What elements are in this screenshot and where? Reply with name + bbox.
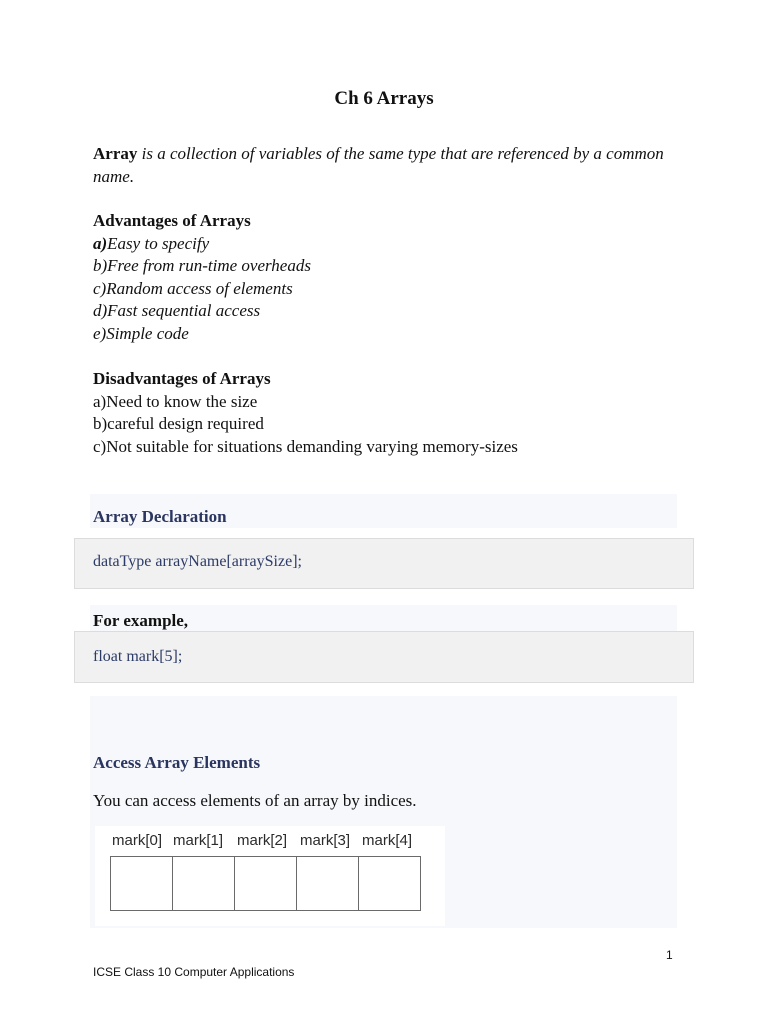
disadvantages-heading: Disadvantages of Arrays: [93, 369, 271, 388]
access-description: You can access elements of an array by indices.: [93, 791, 417, 810]
definition-term: Array: [93, 144, 138, 163]
array-cell: [110, 856, 173, 911]
array-cell: [172, 856, 235, 911]
advantages-section: [93, 210, 693, 346]
index-label: mark[3]: [300, 832, 351, 849]
page-footer: ICSE Class 10 Computer Applications: [93, 965, 295, 979]
array-index-diagram: [95, 826, 445, 926]
disadvantage-item: b)careful design required: [93, 414, 264, 434]
array-cell: [358, 856, 421, 911]
advantage-item-text: Easy to specify: [107, 233, 210, 253]
definition-text: is a collection of variables of the same type that are referenced by a common name.: [93, 144, 664, 186]
advantage-item: [93, 233, 693, 256]
index-label: mark[1]: [173, 832, 224, 849]
disadvantages-section: [93, 368, 693, 458]
declaration-code: dataType arrayName[arraySize];: [93, 553, 302, 570]
disadvantage-item: a)Need to know the size: [93, 391, 258, 411]
advantage-item-prefix: a): [93, 233, 108, 253]
array-definition: [93, 142, 683, 188]
array-cell: [234, 856, 297, 911]
example-label: For example,: [93, 611, 189, 630]
index-label: mark[0]: [112, 832, 163, 849]
page-title: Ch 6 Arrays: [334, 88, 434, 109]
advantage-item: e)Simple code: [93, 323, 189, 343]
access-heading: Access Array Elements: [93, 753, 261, 772]
index-label: mark[2]: [237, 832, 288, 849]
example-code: float mark[5];: [93, 648, 183, 665]
disadvantage-item: c)Not suitable for situations demanding varying memory-sizes: [93, 436, 518, 456]
array-cell: [296, 856, 359, 911]
index-label: mark[4]: [362, 832, 413, 849]
advantage-item: b)Free from run-time overheads: [93, 256, 311, 276]
advantages-heading: Advantages of Arrays: [93, 211, 251, 230]
advantage-item: d)Fast sequential access: [93, 301, 261, 321]
advantage-item: c)Random access of elements: [93, 278, 293, 298]
declaration-heading: Array Declaration: [93, 507, 227, 526]
page-number: 1: [666, 948, 673, 962]
